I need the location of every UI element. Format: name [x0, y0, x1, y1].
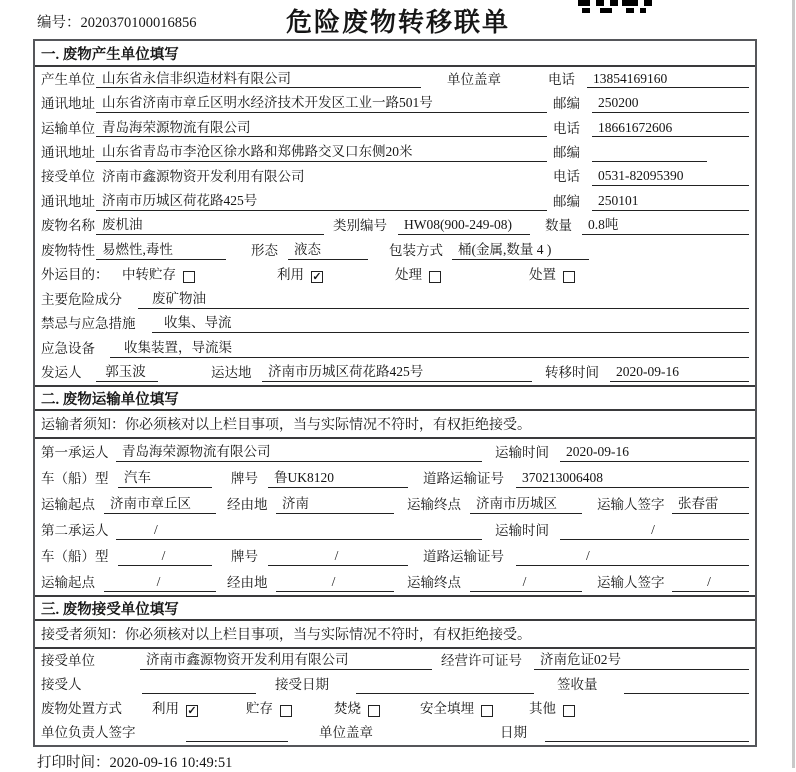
- plate-value: 鲁UK8120: [268, 470, 408, 488]
- route-end-label: 运输终点: [407, 497, 461, 513]
- category-value: HW08(900-249-08): [398, 217, 530, 235]
- package-value: 桶(金属,数量 4 ): [452, 242, 589, 260]
- print-time-label: 打印时间：: [37, 755, 110, 771]
- option-label: 利用: [277, 267, 304, 283]
- waste-name-row: [35, 214, 755, 238]
- receiver-row: [35, 165, 755, 189]
- phone-value: 18661672606: [592, 120, 749, 138]
- carrier2-row: [35, 517, 755, 543]
- carrier-sign-value: 张春雷: [672, 496, 749, 514]
- plate-label: 牌号: [231, 549, 258, 565]
- doc-number-label: 编号：: [37, 15, 81, 31]
- address-value: 山东省济南市章丘区明水经济技术开发区工业一路501号: [96, 95, 547, 113]
- address-label: 通讯地址: [41, 96, 95, 112]
- category-label: 类别编号: [333, 218, 387, 234]
- address-value: 山东省青岛市李沧区徐水路和郑佛路交叉口东侧20米: [96, 144, 547, 162]
- accept-person-value: [142, 678, 256, 694]
- quantity-value: 0.8吨: [582, 217, 749, 235]
- option-label: 处置: [529, 267, 556, 283]
- zip-value: [592, 146, 707, 162]
- print-time: [37, 751, 232, 772]
- page-edge-divider: [792, 0, 795, 768]
- road-license-label: 道路运输证号: [423, 549, 504, 565]
- accept-person-label: 接受人: [41, 677, 82, 693]
- equipment-value: 收集装置，导流渠: [110, 340, 749, 358]
- option-label: 利用: [152, 701, 179, 717]
- quantity-label: 数量: [545, 218, 572, 234]
- transport-time-label: 运输时间: [495, 445, 549, 461]
- transporter-label: 运输单位: [41, 120, 95, 136]
- purpose-option-utilize: [277, 267, 323, 284]
- vehicle-type-value: /: [118, 548, 212, 566]
- route-end-label: 运输终点: [407, 575, 461, 591]
- waste-traits-row: [35, 238, 755, 262]
- carrier2-label: 第二承运人: [41, 523, 109, 539]
- qr-code-fragment-icon: [578, 0, 652, 13]
- producer-address-row: [35, 91, 755, 115]
- address-value: 济南市历城区荷花路425号: [96, 193, 547, 211]
- route-start-label: 运输起点: [41, 575, 95, 591]
- form-label: 形态: [251, 242, 278, 258]
- purpose-label: 外运目的：: [41, 267, 109, 283]
- responsible-sign-value: [186, 726, 288, 742]
- checkbox: [280, 705, 292, 717]
- option-label: 其他: [529, 701, 556, 717]
- form-value: 液态: [288, 242, 368, 260]
- waste-name-label: 废物名称: [41, 218, 95, 234]
- package-label: 包装方式: [389, 242, 443, 258]
- address-label: 通讯地址: [41, 193, 95, 209]
- phone-label: 电话: [548, 71, 575, 87]
- route2-row: [35, 569, 755, 595]
- transport-time-value: /: [560, 522, 749, 540]
- producer-value: 山东省永信非织造材料有限公司: [96, 71, 421, 89]
- road-license-value: /: [516, 548, 749, 566]
- traits-label: 废物特性: [41, 242, 95, 258]
- vehicle-type-label: 车（船）型: [41, 471, 109, 487]
- date-label: 日期: [500, 725, 527, 741]
- zip-label: 邮编: [553, 145, 580, 160]
- vehicle2-row: [35, 543, 755, 569]
- unit-stamp-label: 单位盖章: [319, 725, 373, 741]
- section1-rows: [35, 67, 755, 385]
- destination-value: 济南市历城区荷花路425号: [262, 364, 532, 382]
- carrier2-value: /: [116, 522, 482, 540]
- print-time-value: 2020-09-16 10:49:51: [109, 755, 233, 771]
- carrier-sign-label: 运输人签字: [597, 497, 665, 513]
- transport-time-value: 2020-09-16: [560, 444, 749, 462]
- disposal-option-utilize: [152, 701, 198, 718]
- disposal-option-incinerate: [334, 701, 380, 718]
- transporter-value: 青岛海荣源物流有限公司: [96, 120, 547, 138]
- precaution-row: [35, 312, 755, 336]
- route-via-value: 济南: [276, 496, 394, 514]
- road-license-value: 370213006408: [516, 470, 749, 488]
- purpose-row: [35, 263, 755, 287]
- section3-notice: 接受者须知：你必须核对以上栏目事项，当与实际情况不符时，有权拒绝接受。: [35, 621, 755, 649]
- operating-license-label: 经营许可证号: [441, 653, 522, 669]
- disposal-option-store: [246, 701, 292, 718]
- checkbox: [429, 271, 441, 283]
- receiver-label: 接受单位: [41, 169, 95, 185]
- option-label: 贮存: [246, 701, 273, 717]
- checkbox: [183, 271, 195, 283]
- route1-row: [35, 491, 755, 517]
- disposal-option-landfill: [420, 701, 493, 718]
- receiver-value: 济南市鑫源物资开发利用有限公司: [102, 169, 305, 185]
- checkbox: [368, 705, 380, 717]
- carrier-sign-value: /: [672, 574, 749, 592]
- section2-header: 二. 废物运输单位填写: [35, 385, 755, 411]
- phone-label: 电话: [553, 120, 580, 136]
- disposal-label: 废物处置方式: [41, 701, 122, 717]
- receiver-address-row: [35, 189, 755, 213]
- purpose-option-treat: [395, 267, 441, 284]
- acceptance-row: [35, 673, 755, 697]
- phone-label: 电话: [553, 169, 580, 185]
- equipment-label: 应急设备: [41, 340, 95, 356]
- producer-label: 产生单位: [41, 71, 95, 87]
- sender-label: 发运人: [41, 365, 82, 381]
- hazard-label: 主要危险成分: [41, 291, 122, 307]
- vehicle1-row: [35, 465, 755, 491]
- plate-value: /: [268, 548, 408, 566]
- carrier-sign-label: 运输人签字: [597, 575, 665, 591]
- disposal-row: [35, 697, 755, 721]
- traits-value: 易燃性,毒性: [96, 242, 226, 260]
- phone-value: 13854169160: [587, 71, 749, 89]
- purpose-option-dispose: [529, 267, 575, 284]
- transporter-address-row: [35, 140, 755, 164]
- zip-value: 250101: [592, 193, 749, 211]
- stamp-label: 单位盖章: [447, 71, 501, 87]
- hazard-row: [35, 287, 755, 311]
- transfer-time-label: 转移时间: [545, 365, 599, 381]
- sender-value: 郭玉波: [96, 364, 158, 382]
- vehicle-type-label: 车（船）型: [41, 549, 109, 565]
- signature-row: [35, 721, 755, 745]
- checkbox: [481, 705, 493, 717]
- phone-value: 0531-82095390: [592, 168, 749, 186]
- purpose-option-transfer: [122, 267, 195, 284]
- route-start-value: 济南市章丘区: [104, 496, 216, 514]
- equipment-row: [35, 336, 755, 360]
- checkbox-checked: ✓: [187, 705, 197, 717]
- date-value: [545, 726, 749, 742]
- option-label: 焚烧: [334, 701, 361, 717]
- route-end-value: 济南市历城区: [470, 496, 582, 514]
- precaution-label: 禁忌与应急措施: [41, 316, 136, 332]
- waste-name-value: 废机油: [96, 217, 324, 235]
- zip-value: 250200: [592, 95, 749, 113]
- receipt-amount-label: 签收量: [557, 677, 598, 693]
- road-license-label: 道路运输证号: [423, 471, 504, 487]
- accept-unit-label: 接受单位: [41, 653, 95, 669]
- option-label: 中转贮存: [122, 267, 176, 283]
- checkbox: [563, 705, 575, 717]
- accept-date-label: 接受日期: [275, 677, 329, 693]
- route-via-value: /: [276, 574, 394, 592]
- operating-license-value: 济南危证02号: [534, 652, 749, 670]
- hazard-value: 废矿物油: [138, 291, 749, 309]
- section2-notice: 运输者须知：你必须核对以上栏目事项，当与实际情况不符时，有权拒绝接受。: [35, 411, 755, 439]
- option-label: 处理: [395, 267, 422, 283]
- route-end-value: /: [470, 574, 582, 592]
- address-label: 通讯地址: [41, 145, 95, 160]
- producer-row: [35, 67, 755, 91]
- section1-header: 一. 废物产生单位填写: [35, 41, 755, 67]
- accept-date-value: [356, 678, 534, 694]
- section3-header: 三. 废物接受单位填写: [35, 595, 755, 621]
- route-start-label: 运输起点: [41, 497, 95, 513]
- doc-number-value: 2020370100016856: [80, 15, 197, 31]
- responsible-sign-label: 单位负责人签字: [41, 725, 136, 741]
- disposal-option-other: [529, 701, 575, 718]
- carrier1-row: [35, 439, 755, 465]
- zip-label: 邮编: [553, 96, 580, 112]
- carrier1-value: 青岛海荣源物流有限公司: [116, 444, 482, 462]
- section2-rows: [35, 439, 755, 595]
- checkbox: [563, 271, 575, 283]
- page-title: 危险废物转移联单: [285, 8, 510, 37]
- accept-unit-value: 济南市鑫源物资开发利用有限公司: [140, 652, 432, 670]
- route-start-value: /: [104, 574, 216, 592]
- dispatch-row: [35, 361, 755, 385]
- section3-rows: [35, 649, 755, 745]
- accept-unit-row: [35, 649, 755, 673]
- manifest-form: [33, 39, 757, 747]
- route-via-label: 经由地: [227, 575, 268, 591]
- route-via-label: 经由地: [227, 497, 268, 513]
- plate-label: 牌号: [231, 471, 258, 487]
- carrier1-label: 第一承运人: [41, 445, 109, 461]
- destination-label: 运达地: [211, 365, 252, 381]
- transfer-time-value: 2020-09-16: [610, 364, 749, 382]
- checkbox-checked: ✓: [312, 271, 322, 284]
- precaution-value: 收集、导流: [152, 315, 749, 333]
- receipt-amount-value: [624, 678, 749, 694]
- zip-label: 邮编: [553, 193, 580, 209]
- vehicle-type-value: 汽车: [118, 470, 212, 488]
- transporter-row: [35, 116, 755, 140]
- transport-time-label: 运输时间: [495, 523, 549, 539]
- option-label: 安全填埋: [420, 701, 474, 717]
